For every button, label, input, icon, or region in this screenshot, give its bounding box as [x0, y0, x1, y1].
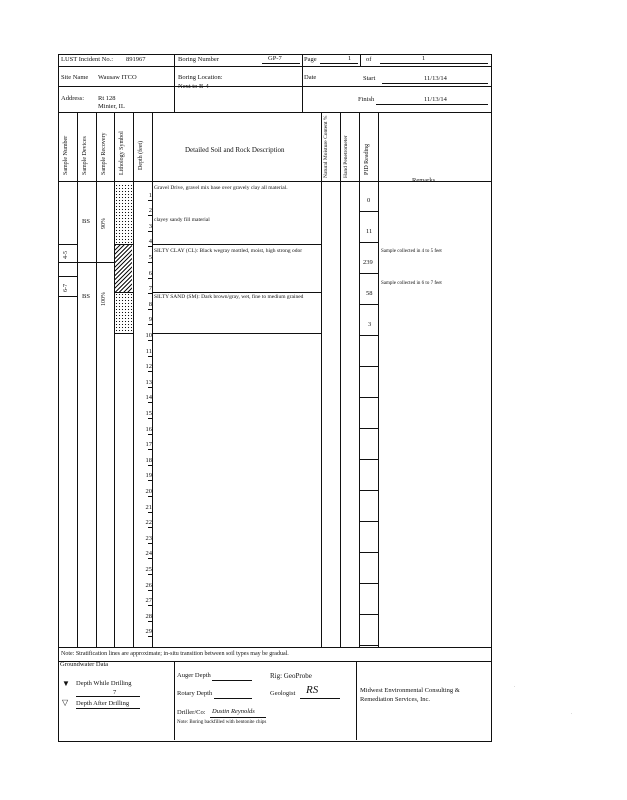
date-label: Date: [304, 74, 317, 81]
depth-label: 24: [145, 550, 152, 557]
pid-grid-line: [359, 211, 378, 212]
column-divider: [321, 112, 322, 647]
header-divider: [360, 54, 361, 66]
page-number: 1: [348, 55, 352, 62]
sample-divider: [58, 262, 77, 263]
site-name: Wausaw ITCO: [98, 74, 137, 81]
depth-label: 10: [145, 332, 152, 339]
col-lithology-symbol: Lithology Symbol: [119, 131, 125, 175]
driller-note: Note: Boring backfilled with bentonite chips: [177, 720, 267, 725]
col-penetrometer: Hand Penetrometer: [343, 135, 349, 178]
pid-reading: 11: [366, 228, 373, 235]
depth-tick: [148, 293, 152, 294]
field-underline: [382, 83, 488, 84]
boring-label: Boring Number: [178, 56, 219, 63]
header-divider: [58, 86, 491, 87]
depth-tick: [148, 605, 152, 606]
depth-label: 16: [145, 426, 152, 433]
depth-label: 1: [148, 192, 152, 199]
depth-tick: [148, 200, 152, 201]
depth-tick: [148, 449, 152, 450]
depth-tick: [148, 246, 152, 247]
address-label: Address:: [61, 95, 85, 102]
margin-mark: ·: [514, 684, 516, 689]
sample-device: BS: [82, 293, 90, 300]
incident-number: 891967: [126, 56, 146, 63]
geologist-signature: RS: [306, 684, 319, 696]
start-label: Start: [363, 75, 376, 82]
footer-divider: [174, 661, 175, 740]
depth-tick: [148, 527, 152, 528]
depth-tick: [148, 371, 152, 372]
description-entry: Gravel Drive, gravel mix base over gravely clay all material.: [154, 185, 288, 191]
column-divider: [96, 112, 97, 647]
address-line-2: Minier, IL: [98, 103, 125, 110]
pid-grid-line: [359, 645, 378, 646]
depth-tick: [148, 340, 152, 341]
depth-label: 19: [145, 472, 152, 479]
depth-tick: [148, 512, 152, 513]
depth-tick: [148, 574, 152, 575]
stratification-note: Note: Stratification lines are approximate; in-situ transition between soil types may be gradual.: [61, 651, 289, 657]
depth-label: 11: [145, 348, 152, 355]
lithology-fill-gravel: [115, 184, 132, 244]
col-moisture: Natural Moisture Content %: [323, 115, 329, 178]
description-entry: SILTY CLAY (CL): Black wegray mottled, moist, high strong odor: [154, 248, 303, 254]
sample-divider: [77, 262, 114, 263]
col-sample-recovery: Sample Recovery: [101, 132, 107, 175]
depth-tick: [148, 621, 152, 622]
field-underline: [320, 63, 358, 64]
driller-label: Driller/Co:: [177, 709, 206, 716]
depth-while-drilling-value: 7: [113, 689, 117, 696]
margin-mark: ·: [571, 711, 573, 716]
boring-location-label: Boring Location:: [178, 74, 223, 81]
lithology-fill-clay: [115, 245, 132, 292]
depth-after-drilling-label: Depth After Drilling: [76, 700, 130, 707]
boring-number: GP-7: [268, 55, 282, 62]
pid-grid-line: [359, 428, 378, 429]
depth-tick: [148, 402, 152, 403]
depth-label: 25: [145, 566, 152, 573]
rig-label: Rig: GeoProbe: [270, 672, 312, 680]
field-underline: [212, 680, 252, 681]
depth-label: 29: [145, 628, 152, 635]
depth-tick: [148, 262, 152, 263]
company-name-line-2: Remediation Services, Inc.: [360, 696, 431, 703]
depth-tick: [148, 590, 152, 591]
lithology-fill-sand: [115, 293, 132, 333]
column-divider: [359, 112, 360, 647]
triangle-outline-icon: ▽: [62, 698, 69, 707]
depth-tick: [148, 636, 152, 637]
column-divider: [340, 112, 341, 647]
stratum-line: [152, 333, 321, 334]
field-underline: [214, 698, 252, 699]
pid-grid-line: [359, 459, 378, 460]
finish-date: 11/13/14: [424, 96, 447, 103]
header-bottom-line: [58, 112, 491, 113]
column-divider: [378, 112, 379, 647]
pid-grid-line: [359, 335, 378, 336]
depth-tick: [148, 496, 152, 497]
remark-entry: Sample collected in 6 to 7 feet: [381, 281, 442, 286]
pid-header-line: [359, 181, 378, 182]
depth-tick: [148, 558, 152, 559]
col-remarks: Remarks: [412, 177, 436, 184]
depth-label: 17: [145, 441, 152, 448]
rotary-depth-label: Rotary Depth: [177, 690, 213, 697]
address-line-1: Rt 128: [98, 95, 116, 102]
field-underline: [380, 63, 488, 64]
pid-grid-line: [359, 552, 378, 553]
pid-reading: 0: [367, 197, 371, 204]
depth-tick: [148, 465, 152, 466]
depth-label: 26: [145, 582, 152, 589]
remark-entry: Sample collected in 4 to 5 feet: [381, 249, 442, 254]
sample-number: 4-5: [63, 251, 69, 259]
incident-label: LUST Incident No.:: [61, 56, 114, 63]
column-divider: [152, 112, 153, 647]
depth-label: 12: [145, 363, 152, 370]
sample-divider: [58, 244, 77, 245]
of-number: 1: [422, 55, 426, 62]
description-entry: SILTY SAND (SM): Dark brown/gray, wet, fine to medium grained: [154, 294, 304, 300]
depth-label: 21: [145, 504, 152, 511]
depth-label: 14: [145, 394, 152, 401]
field-underline: [262, 63, 300, 64]
depth-label: 27: [145, 597, 152, 604]
pid-grid-line: [359, 490, 378, 491]
auger-depth-label: Auger Depth: [177, 672, 211, 679]
driller-name: Dustin Reynolds: [212, 708, 255, 715]
field-underline: [76, 708, 140, 709]
depth-label: 18: [145, 457, 152, 464]
depth-tick: [148, 324, 152, 325]
depth-label: 2: [148, 207, 152, 214]
depth-label: 20: [145, 488, 152, 495]
site-label: Site Name: [61, 74, 89, 81]
stratum-line: [152, 292, 321, 293]
field-underline: [376, 104, 488, 105]
sample-recovery: 100%: [101, 292, 107, 306]
header-divider: [302, 66, 303, 112]
depth-tick: [148, 231, 152, 232]
depth-tick: [148, 215, 152, 216]
depth-tick: [148, 356, 152, 357]
depth-tick: [148, 480, 152, 481]
page-label: Page: [304, 56, 317, 63]
of-label: of: [366, 56, 372, 63]
header-divider: [58, 66, 491, 67]
depth-label: 28: [145, 613, 152, 620]
depth-label: 7: [148, 285, 152, 292]
groundwater-label: Groundwater Data: [60, 661, 109, 668]
depth-label: 6: [148, 270, 152, 277]
triangle-filled-icon: ▼: [62, 679, 70, 688]
depth-label: 22: [145, 519, 152, 526]
sample-device: BS: [82, 218, 90, 225]
footer-divider: [58, 647, 491, 648]
boring-location: Next to B-4: [178, 83, 209, 90]
footer-divider: [356, 661, 357, 740]
start-date: 11/13/14: [424, 75, 447, 82]
depth-tick: [148, 387, 152, 388]
pid-grid-line: [359, 366, 378, 367]
pid-grid-line: [359, 273, 378, 274]
sample-divider: [58, 296, 77, 297]
pid-reading: 3: [368, 321, 372, 328]
description-entry: clayey sandy fill material: [154, 217, 210, 223]
depth-tick: [148, 418, 152, 419]
col-pid: PID Reading: [364, 143, 370, 175]
company-name-line-1: Midwest Environmental Consulting &: [360, 687, 460, 694]
sample-divider: [58, 276, 77, 277]
pid-grid-line: [359, 397, 378, 398]
footer-divider: [58, 661, 491, 662]
col-sample-devices: Sample Devices: [82, 136, 88, 175]
finish-label: Finish: [358, 96, 375, 103]
depth-tick: [148, 309, 152, 310]
depth-label: 5: [148, 254, 152, 261]
header-divider: [174, 54, 175, 112]
col-description: Detailed Soil and Rock Description: [185, 146, 285, 154]
pid-grid-line: [359, 304, 378, 305]
depth-label: 9: [148, 316, 152, 323]
col-depth: Depth (feet): [138, 140, 144, 170]
pid-grid-line: [359, 614, 378, 615]
lithology-divider: [114, 333, 133, 334]
depth-label: 4: [148, 238, 152, 245]
column-divider: [133, 112, 134, 647]
geologist-label: Geologist: [270, 690, 296, 697]
stratum-line: [152, 244, 321, 245]
depth-label: 3: [148, 223, 152, 230]
pid-grid-line: [359, 242, 378, 243]
col-sample-number: Sample Number: [63, 135, 69, 175]
column-divider: [77, 112, 78, 647]
header-divider: [302, 54, 303, 66]
pid-reading: 58: [366, 290, 373, 297]
field-underline: [210, 717, 266, 718]
pid-reading: 239: [363, 259, 373, 266]
depth-tick: [148, 434, 152, 435]
depth-label: 13: [145, 379, 152, 386]
pid-grid-line: [359, 583, 378, 584]
depth-while-drilling-label: Depth While Drilling: [76, 680, 132, 687]
field-underline: [76, 696, 140, 697]
pid-grid-line: [359, 521, 378, 522]
depth-label: 23: [145, 535, 152, 542]
depth-label: 8: [148, 301, 152, 308]
depth-tick: [148, 543, 152, 544]
depth-label: 15: [145, 410, 152, 417]
field-underline: [300, 698, 340, 699]
sample-number: 6-7: [63, 284, 69, 292]
sample-recovery: 90%: [101, 218, 107, 229]
depth-tick: [148, 278, 152, 279]
